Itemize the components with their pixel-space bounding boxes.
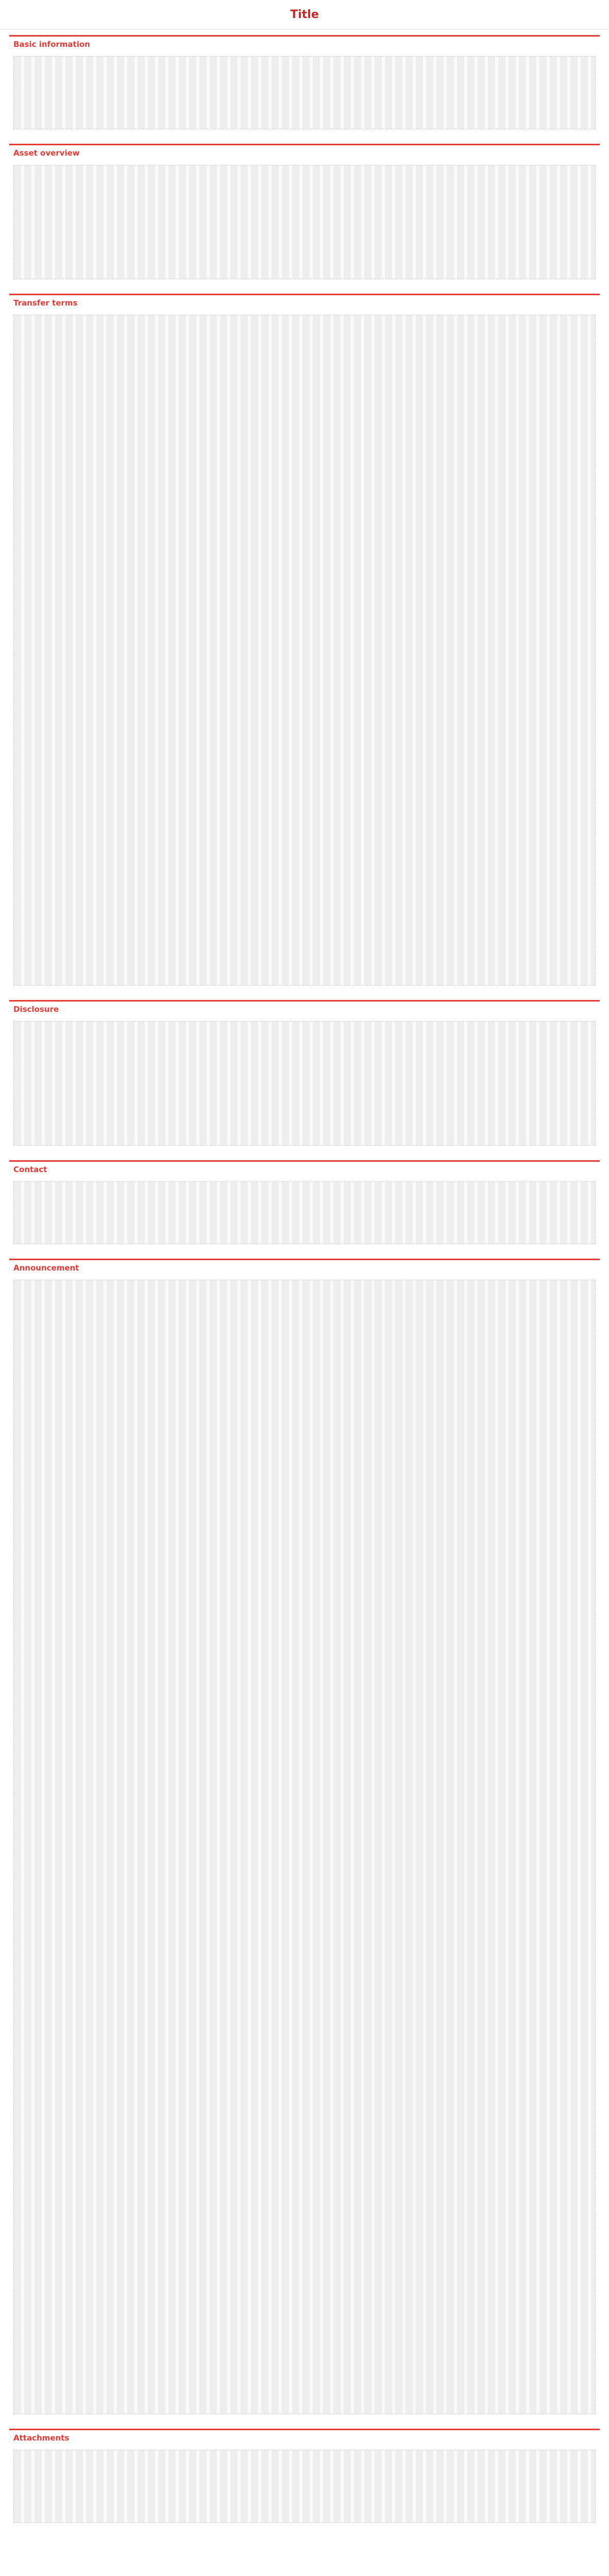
announcement-section — [9, 1259, 600, 2418]
attachments-section — [9, 2429, 600, 2527]
attachments-heading: Attachments — [13, 2433, 70, 2443]
basic-info-heading: Basic information — [13, 40, 90, 49]
attachments-list — [13, 2450, 596, 2523]
basic-info-section — [9, 35, 600, 133]
asset-overview-table — [13, 165, 596, 279]
asset-overview-section — [9, 144, 600, 283]
announcement-text — [13, 1280, 596, 2414]
disclosure-table — [13, 1021, 596, 1146]
announcement-heading: Announcement — [13, 1263, 79, 1273]
contact-section — [9, 1160, 600, 1248]
transfer-terms-section — [9, 294, 600, 990]
disclosure-section — [9, 1000, 600, 1150]
contact-table — [13, 1181, 596, 1244]
disclosure-heading: Disclosure — [13, 1005, 59, 1014]
transfer-terms-table — [13, 315, 596, 986]
transfer-terms-heading: Transfer terms — [13, 298, 78, 308]
basic-info-table — [13, 56, 596, 129]
page-title: Title — [0, 0, 609, 30]
asset-overview-heading: Asset overview — [13, 148, 80, 158]
contact-heading: Contact — [13, 1165, 47, 1174]
